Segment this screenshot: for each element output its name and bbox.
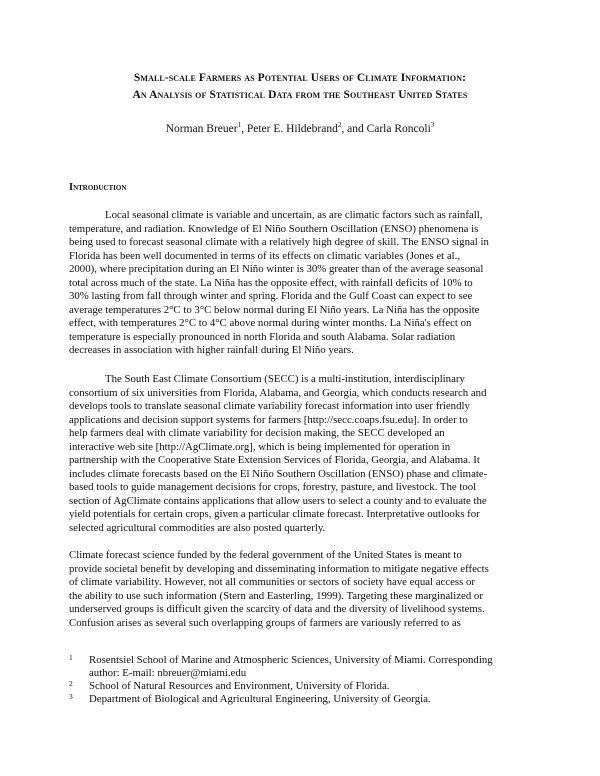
author-name: Norman Breuer [165, 123, 238, 135]
footnote [69, 680, 539, 693]
text-line: includes climate forecasts based on the El Niño Southern Oscillation (ENSO) phase and climate- [69, 467, 488, 480]
section-heading: Introduction [69, 182, 127, 193]
text-line: temperature, and radiation. Knowledge of El Niño Southern Oscillation (ENSO) phenomena is [69, 222, 479, 235]
text-line: of climate variability. However, not all communities or sectors of society have equal access or [69, 576, 476, 588]
author-name: Carla Roncoli [366, 123, 431, 135]
text-line: Climate forecast science funded by the federal government of the United States is meant to [69, 549, 462, 561]
footnote-marker: 2 [69, 679, 73, 688]
text-line: based tools to guide management decisions for crops, forestry, pasture, and livestock. The tool [69, 481, 477, 493]
paragraph [69, 209, 531, 358]
text-line: section of AgClimate contains applications that allow users to select a county and to evaluate the [69, 494, 487, 507]
footnote-marker: 1 [237, 121, 242, 129]
author-name: Peter E. Hildebrand [246, 123, 338, 135]
footnote-marker: 3 [430, 121, 435, 129]
text-line: develops tools to translate seasonal climate variability forecast information into user friendly [69, 400, 470, 412]
text-line: effect, with temperatures 2°C to 4°C above normal during winter months. La Niña's effect on [69, 317, 472, 329]
author-separator: , [241, 123, 247, 135]
footnote-marker: 1 [69, 653, 73, 662]
author-separator: , and [341, 123, 367, 135]
paragraph [69, 549, 531, 630]
text-line: The South East Climate Consortium (SECC) is a multi-institution, interdisciplinary [105, 373, 465, 385]
text-line: being used to forecast seasonal climate with a relatively high degree of skill. The ENSO signal in [69, 236, 489, 248]
text-line: decreases in association with higher rainfall during El Niño years. [69, 344, 354, 356]
footnote-text: School of Natural Resources and Environment, University of Florida. [89, 680, 390, 692]
text-line: the ability to use such information (Stern and Easterling, 1999). Targeting these marginalized or [69, 589, 483, 602]
text-line: Confusion arises as several such overlapping groups of farmers are variously referred to as [69, 616, 461, 629]
text-line: selected agricultural commodities are also posted quarterly. [69, 521, 326, 534]
text-line: underserved groups is difficult given the scarcity of data and the diversity of livelihood systems. [69, 603, 485, 615]
text-line: Florida has been well documented in terms of its effects on climatic variables (Jones et al., [69, 249, 461, 262]
text-line: 2000), where precipitation during an El Niño winter is 30% greater than of the average seasonal [69, 263, 484, 275]
text-line: average temperatures 2°C to 3°C below normal during El Niño years. La Niña has the opposite [69, 303, 480, 316]
text-line: Local seasonal climate is variable and uncertain, as are climatic factors such as rainfall, [105, 209, 483, 221]
footnote [69, 654, 539, 680]
text-line: partnership with the Cooperative State Extension Services of Florida, Georgia, and Alabama. It [69, 454, 480, 466]
text-line: interactive web site [http://AgClimate.org], which is being implemented for operation in [69, 440, 451, 453]
footnotes [69, 654, 539, 706]
author-list [40, 122, 560, 136]
footnote-marker: 2 [337, 121, 342, 129]
text-line: total across much of the state. La Niña has the opposite effect, with rainfall deficits of 10% to [69, 276, 473, 289]
text-line: yield potentials for certain crops, given a particular climate forecast. Interpretative outlooks for [69, 508, 480, 520]
paragraph [69, 373, 531, 535]
text-line: help farmers deal with climate variability for decision making, the SECC developed an [69, 427, 445, 439]
paper-title-line-1: Small-scale Farmers as Potential Users of Climate Information: [133, 72, 467, 84]
text-line: consortium of six universities from Florida, Alabama, and Georgia, which conducts research and [69, 386, 487, 399]
text-line: applications and decision support systems for farmers [http://secc.coaps.fsu.edu]. In order to [69, 413, 468, 426]
text-line: temperature is especially pronounced in north Florida and south Alabama. Solar radiation [69, 330, 456, 343]
text-line: 30% lasting from fall through winter and spring. Florida and the Gulf Coast can expect to see [69, 290, 473, 302]
text-line: provide societal benefit by developing and disseminating information to mitigate negative effects [69, 562, 489, 575]
paper-title-line-2: An Analysis of Statistical Data from the Southeast United States [132, 89, 468, 101]
footnote-text: author: E-mail: nbreuer@miami.edu [89, 667, 247, 679]
footnote [69, 693, 539, 706]
footnote-text: Rosentsiel School of Marine and Atmospheric Sciences, University of Miami. Corresponding [89, 654, 493, 666]
footnote-marker: 3 [69, 692, 73, 701]
footnote-text: Department of Biological and Agricultural Engineering, University of Georgia. [89, 693, 431, 705]
